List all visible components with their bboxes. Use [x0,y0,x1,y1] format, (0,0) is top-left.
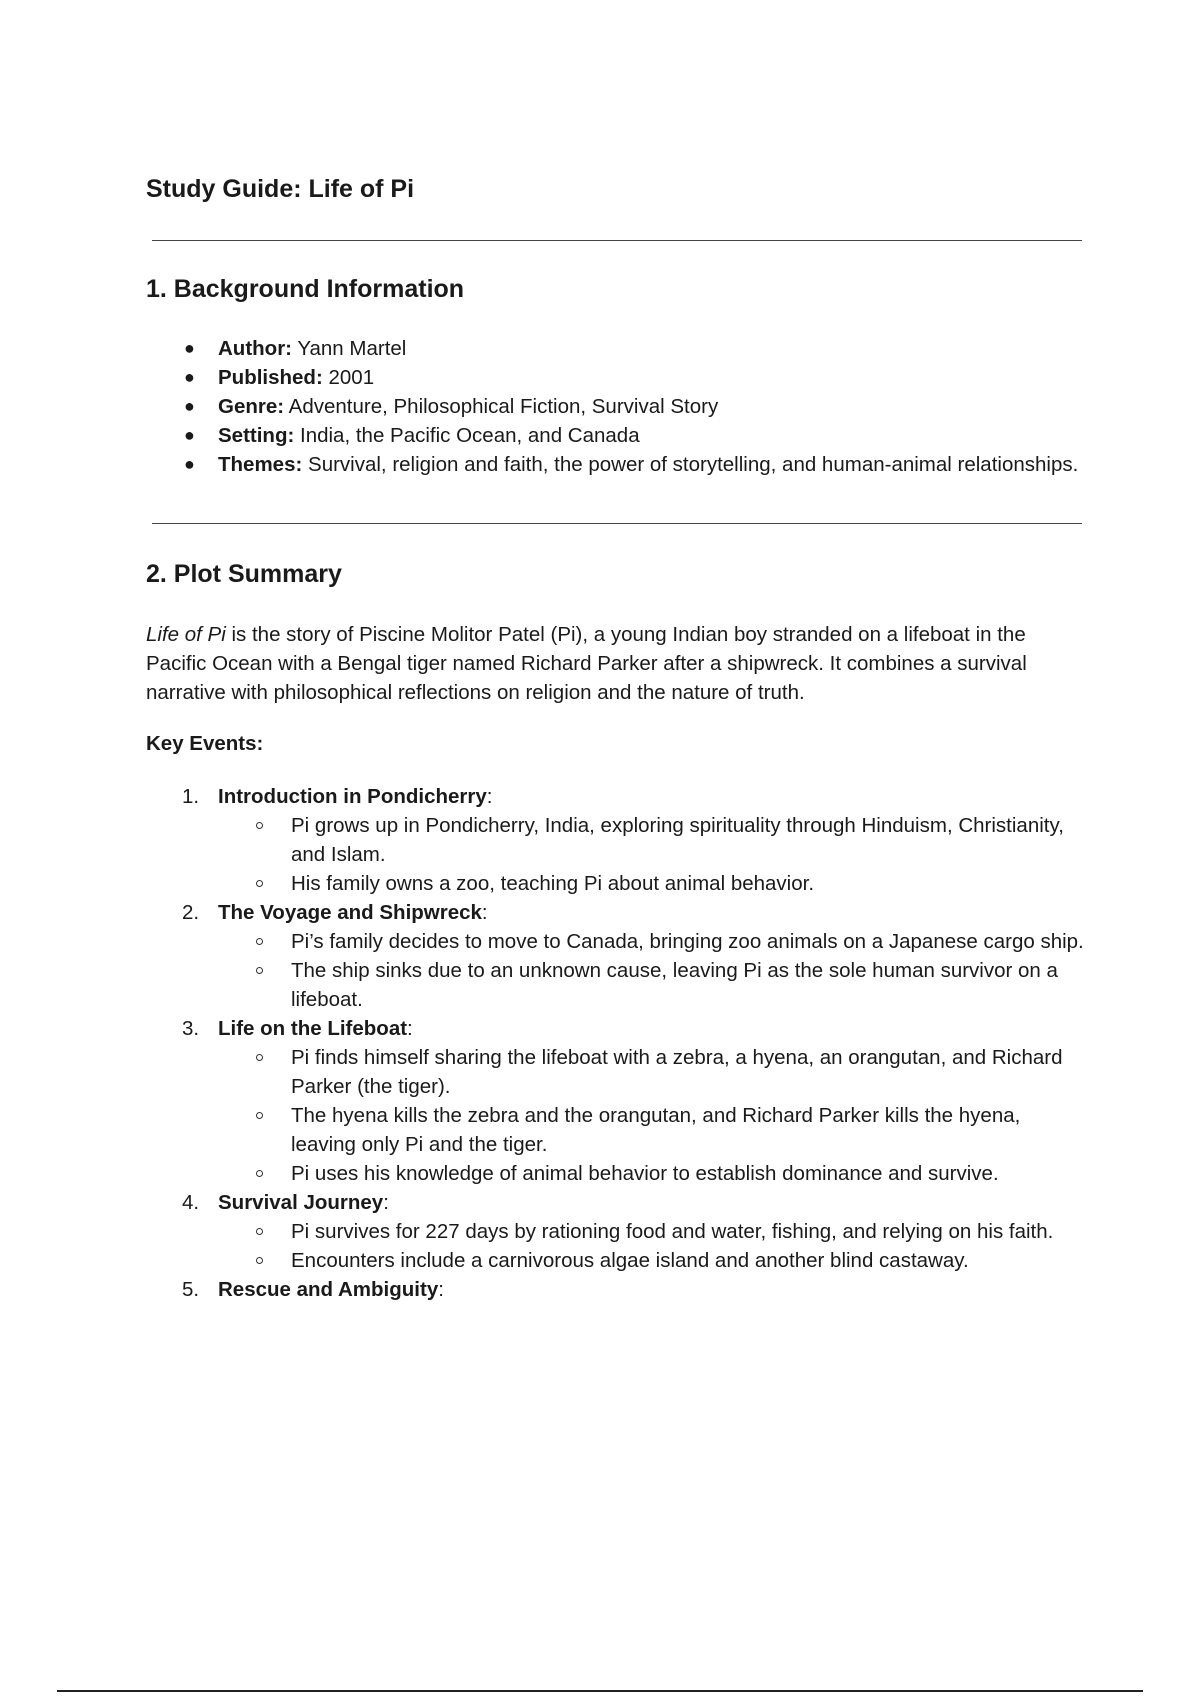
event-point [218,1217,1086,1246]
item-value: 2001 [328,366,375,389]
event-colon: : [407,1017,413,1040]
event-title: Life on the Lifeboat [218,1017,408,1040]
bullet-icon: ● [184,425,195,445]
event-colon: : [383,1191,389,1214]
event-point-text: The ship sinks due to an unknown cause, leaving Pi as the sole human survivor on a lifeboat. [291,959,1058,1011]
event-item [146,782,1086,898]
circle-bullet-icon [256,1112,263,1119]
background-item-genre [146,392,1086,421]
circle-bullet-icon [256,880,263,887]
item-value: India, the Pacific Ocean, and Canada [300,424,640,447]
event-point-text: Pi uses his knowledge of animal behavior to establish dominance and survive. [291,1162,999,1185]
document-title: Study Guide: Life of Pi [146,175,415,203]
event-point-text: Pi grows up in Pondicherry, India, exploring spirituality through Hinduism, Christianity, and Islam. [291,814,1064,866]
event-number: 2. [182,901,200,924]
summary-text: is the story of Piscine Molitor Patel (Pi), a young Indian boy stranded on a lifeboat in the Pacific Ocean with a Bengal tiger named Richard Parker after a shipwreck. It combines a survival narrative with philosophical reflections on religion and the nature of truth. [146,623,1027,704]
plot-summary-paragraph [146,620,1086,707]
plot-heading: 2. Plot Summary [146,560,342,588]
background-item-setting [146,421,1086,450]
item-value: Adventure, Philosophical Fiction, Survival Story [288,395,719,418]
event-title: The Voyage and Shipwreck [218,901,482,924]
event-number: 3. [182,1017,200,1040]
event-point [218,869,1086,898]
item-label: Setting: [218,424,295,447]
circle-bullet-icon [256,1170,263,1177]
event-point [218,956,1086,1014]
circle-bullet-icon [256,938,263,945]
event-title: Rescue and Ambiguity [218,1278,439,1301]
book-title-italic: Life of Pi [146,623,226,646]
event-point [218,927,1086,956]
event-colon: : [438,1278,444,1301]
circle-bullet-icon [256,822,263,829]
event-item [146,1014,1086,1188]
event-item [146,898,1086,1014]
background-item-published [146,363,1086,392]
event-point-text: His family owns a zoo, teaching Pi about animal behavior. [291,872,815,895]
event-colon: : [481,901,488,924]
event-points [218,1217,1086,1275]
event-point [218,811,1086,869]
event-title: Introduction in Pondicherry [218,785,487,808]
key-events-label: Key Events: [146,732,264,755]
section-divider [152,240,1082,241]
item-value: Survival, religion and faith, the power of storytelling, and human-animal relationships. [308,453,1079,476]
event-point-text: Pi finds himself sharing the lifeboat with a zebra, a hyena, an orangutan, and Richard Parker (the tiger). [291,1046,1063,1098]
background-heading: 1. Background Information [146,275,465,303]
background-list [146,334,1086,479]
event-item [146,1275,1086,1304]
event-number: 5. [182,1278,200,1301]
item-value: Yann Martel [297,337,407,360]
event-title: Survival Journey [218,1191,384,1214]
circle-bullet-icon [256,1054,263,1061]
event-colon: : [486,785,493,808]
item-label: Themes: [218,453,303,476]
event-point [218,1159,1086,1188]
section-divider [152,523,1082,524]
event-points [218,927,1086,1014]
circle-bullet-icon [256,1228,263,1235]
page-bottom-rule [57,1690,1143,1692]
event-point [218,1101,1086,1159]
item-label: Genre: [218,395,285,418]
event-point [218,1246,1086,1275]
event-number: 4. [182,1191,200,1214]
circle-bullet-icon [256,967,263,974]
event-points [218,1043,1086,1188]
background-item-themes [146,450,1086,479]
event-points [218,811,1086,898]
bullet-icon: ● [184,396,195,416]
event-point-text: Encounters include a carnivorous algae island and another blind castaway. [291,1249,969,1272]
event-point [218,1043,1086,1101]
item-label: Author: [218,337,293,360]
document-page [146,170,1086,1304]
event-point-text: Pi’s family decides to move to Canada, bringing zoo animals on a Japanese cargo ship. [291,930,1084,953]
bullet-icon: ● [184,338,195,358]
item-label: Published: [218,366,323,389]
event-number: 1. [182,785,200,808]
event-point-text: Pi survives for 227 days by rationing food and water, fishing, and relying on his faith. [291,1220,1054,1243]
event-point-text: The hyena kills the zebra and the orangutan, and Richard Parker kills the hyena, leaving only Pi and the tiger. [291,1104,1021,1156]
event-item [146,1188,1086,1275]
circle-bullet-icon [256,1257,263,1264]
key-events-list [146,782,1086,1304]
bullet-icon: ● [184,454,195,474]
bullet-icon: ● [184,367,195,387]
background-item-author [146,334,1086,363]
